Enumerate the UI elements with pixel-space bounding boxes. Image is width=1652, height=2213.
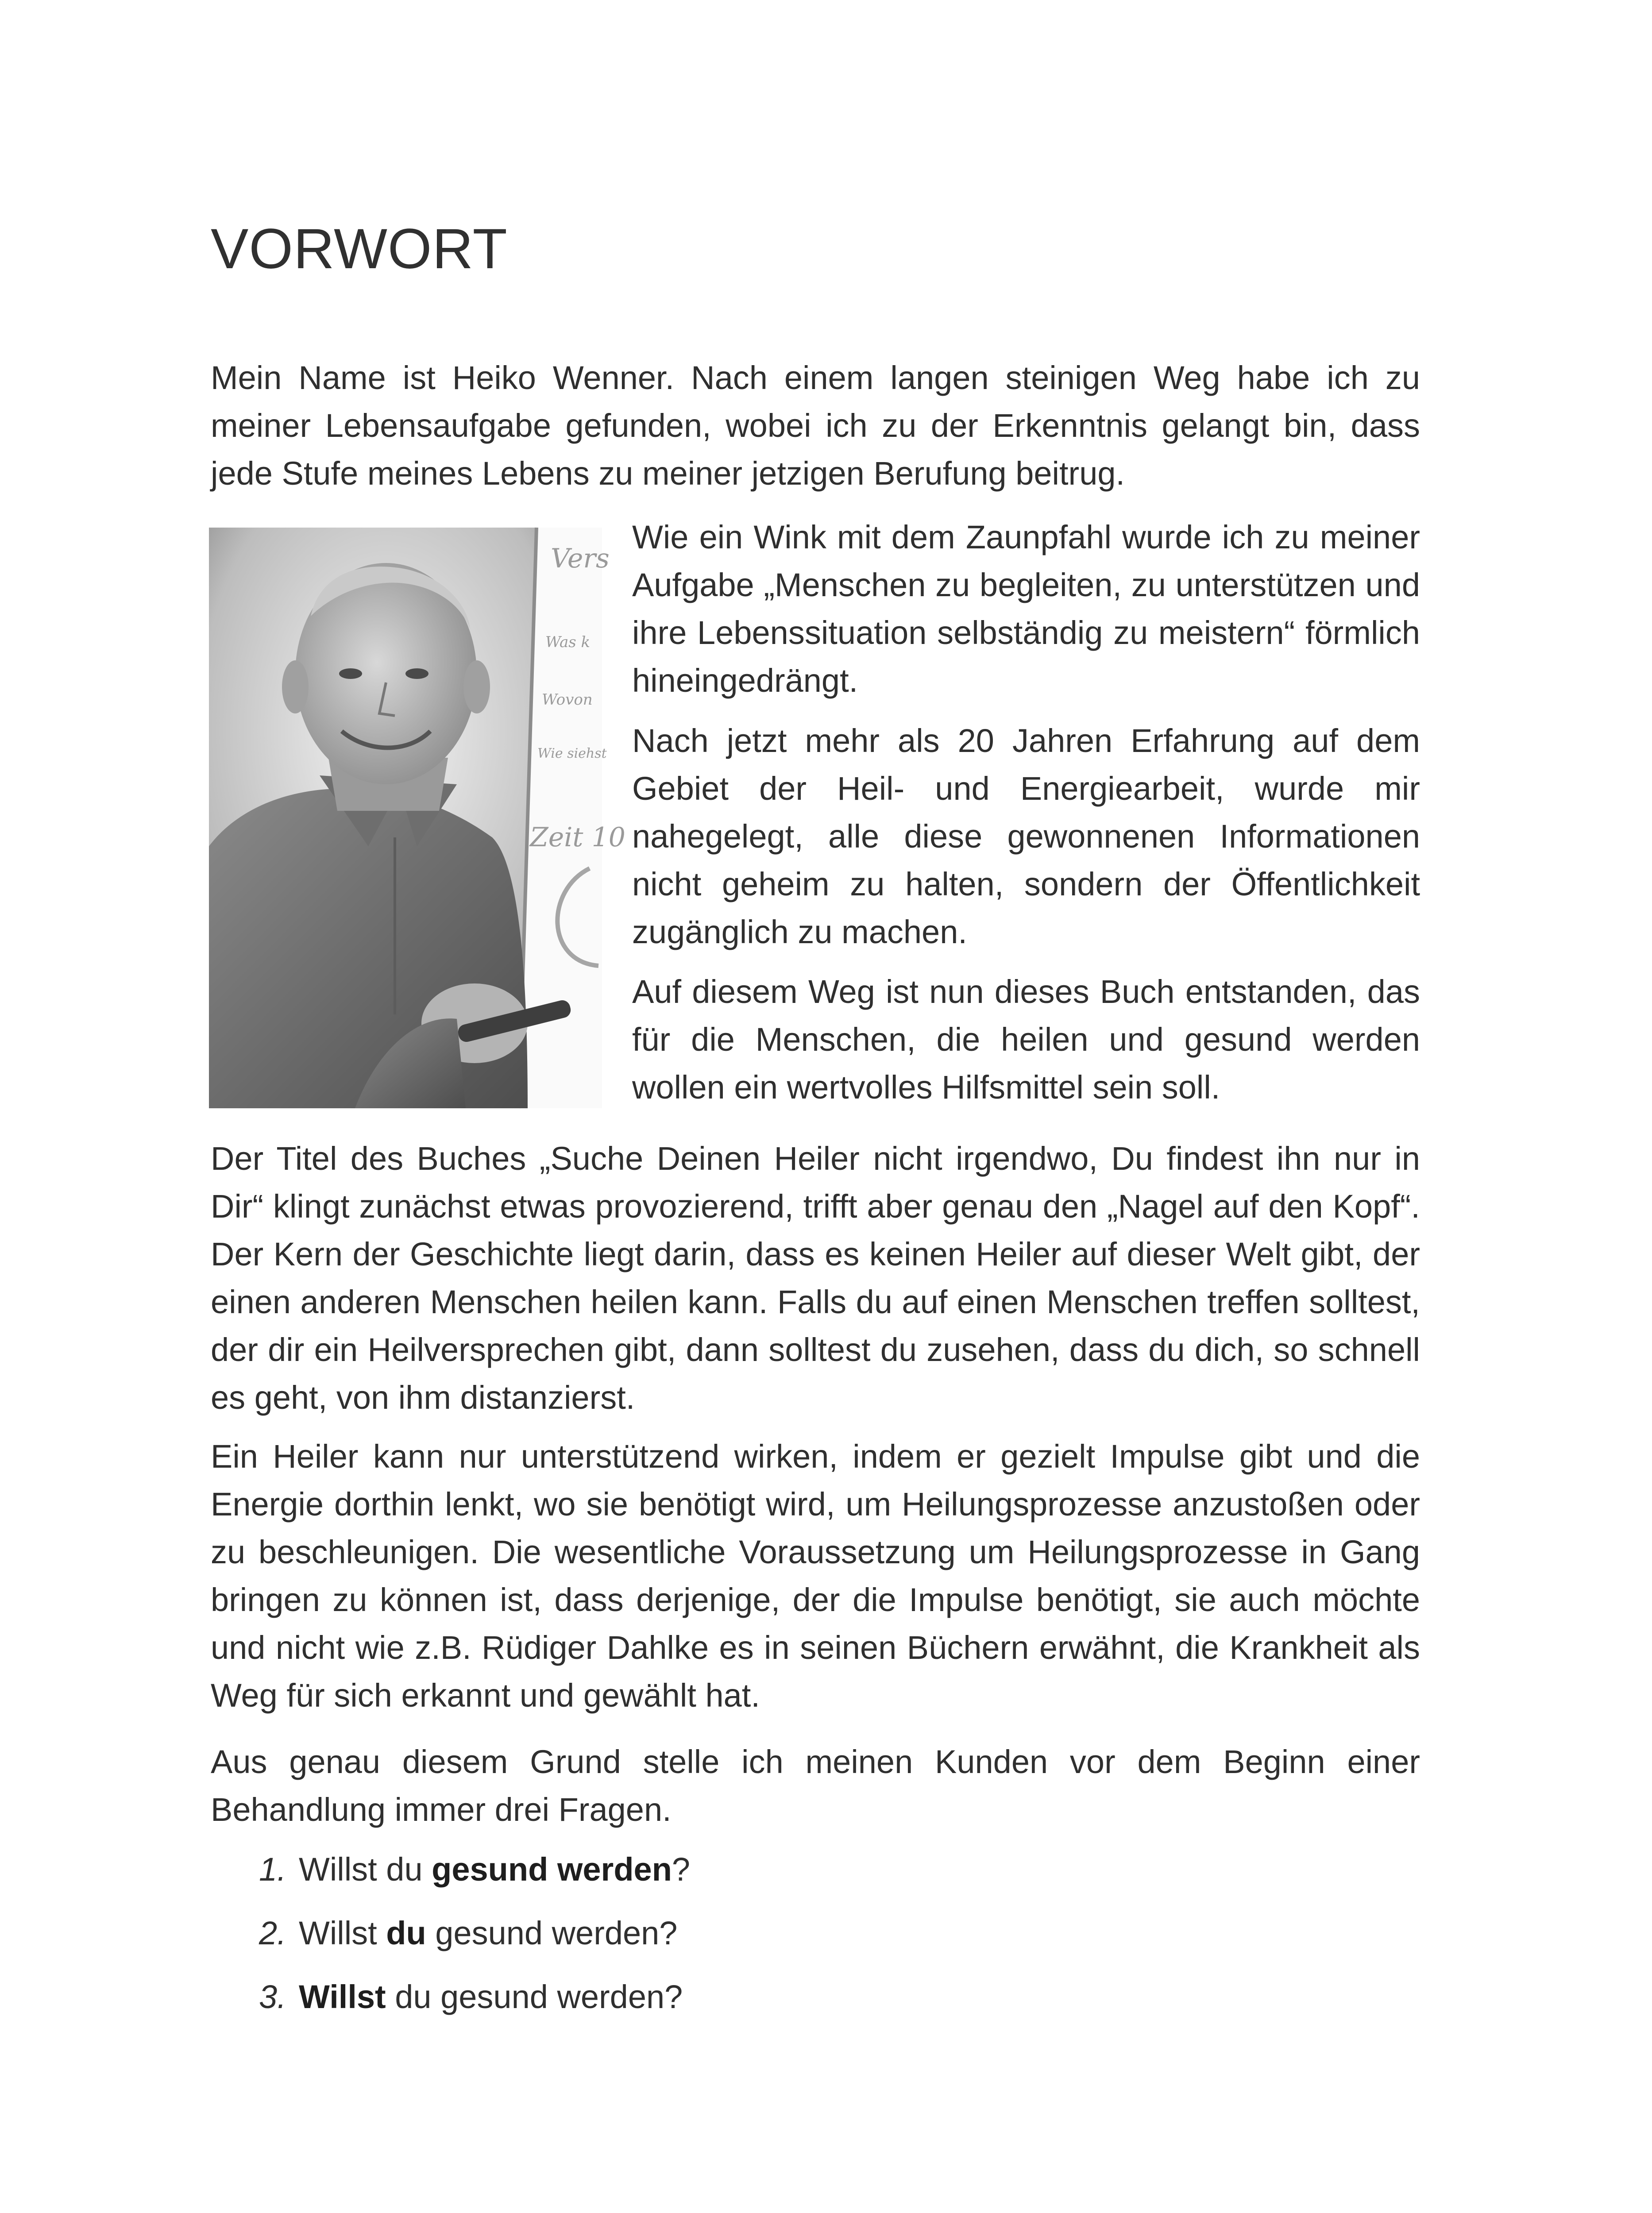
list-item bbox=[259, 1973, 690, 2037]
list-item bbox=[259, 1909, 690, 1973]
list-number: 3. bbox=[259, 1978, 286, 2015]
question-text: gesund werden? bbox=[426, 1915, 678, 1951]
body-paragraph: Aus genau diesem Grund stelle ich meinen Kunden vor dem Beginn einer Behandlung immer drei Fragen. bbox=[211, 1743, 1420, 1828]
question-emphasis: du bbox=[386, 1915, 426, 1951]
side-paragraph: Wie ein Wink mit dem Zaunpfahl wurde ich zu meiner Aufgabe „Menschen zu begleiten, zu unterstützen und ihre Lebenssituation selbständig zu meistern“ förmlich hineingedrängt. bbox=[632, 519, 1420, 699]
list-number: 2. bbox=[259, 1915, 286, 1951]
list-number: 1. bbox=[259, 1851, 286, 1888]
side-paragraph: Nach jetzt mehr als 20 Jahren Erfahrung auf dem Gebiet der Heil- und Energiearbeit, wurde mir nahegelegt, alle diese gewonnenen Informationen nicht geheim zu halten, sondern der Öffentlichkeit zugänglich zu machen. bbox=[632, 722, 1420, 950]
whiteboard-text: Was k bbox=[545, 633, 591, 651]
list-item bbox=[259, 1846, 690, 1909]
author-photo bbox=[209, 528, 625, 1108]
side-paragraph: Auf diesem Weg ist nun dieses Buch entstanden, das für die Menschen, die heilen und gesund werden wollen ein wertvolles Hilfsmittel sein soll. bbox=[632, 973, 1420, 1106]
body-paragraph: Ein Heiler kann nur unterstützend wirken, indem er gezielt Impulse gibt und die Energie dorthin lenkt, wo sie benötigt wird, um Heilungsprozesse anzustoßen oder zu beschleunigen. Die wesentliche Voraussetzung um Heilungsprozesse in Gang bringen zu können ist, dass derjenige, der die Impulse benötigt, sie auch möchte und nicht wie z.B. Rüdiger Dahlke es in seinen Büchern erwähnt, die Krankheit als Weg für sich erkannt und gewählt hat. bbox=[211, 1438, 1420, 1714]
question-text: ? bbox=[672, 1851, 691, 1888]
questions-list bbox=[259, 1846, 690, 2037]
question-text: Willst bbox=[299, 1915, 386, 1951]
question-emphasis: gesund werden bbox=[432, 1851, 672, 1888]
body-paragraph: Der Titel des Buches „Suche Deinen Heiler nicht irgendwo, Du findest ihn nur in Dir“ klingt zunächst etwas provozierend, trifft aber genau den „Nagel auf den Kopf“. Der Kern der Geschichte liegt darin, dass es keinen Heiler auf dieser Welt gibt, der einen anderen Menschen heilen kann. Falls du auf einen Menschen treffen solltest, der dir ein Heilversprechen gibt, dann solltest du zusehen, dass du dich, so schnell es geht, von ihm distanzierst. bbox=[211, 1140, 1420, 1416]
intro-paragraph: Mein Name ist Heiko Wenner. Nach einem langen steinigen Weg habe ich zu meiner Lebensaufgabe gefunden, wobei ich zu der Erkenntnis gelangt bin, dass jede Stufe meines Lebens zu meiner jetzigen Berufung beitrug. bbox=[211, 359, 1420, 492]
whiteboard-text: Wovon bbox=[542, 691, 593, 709]
question-text: du gesund werden? bbox=[386, 1978, 683, 2015]
whiteboard-text: Wie siehst bbox=[537, 746, 607, 761]
question-text: Willst du bbox=[299, 1851, 432, 1888]
question-emphasis: Willst bbox=[299, 1978, 386, 2015]
whiteboard-text: Vers bbox=[551, 543, 610, 574]
whiteboard-text: Zeit 10 bbox=[530, 822, 625, 853]
page-title: VORWORT bbox=[211, 217, 508, 281]
